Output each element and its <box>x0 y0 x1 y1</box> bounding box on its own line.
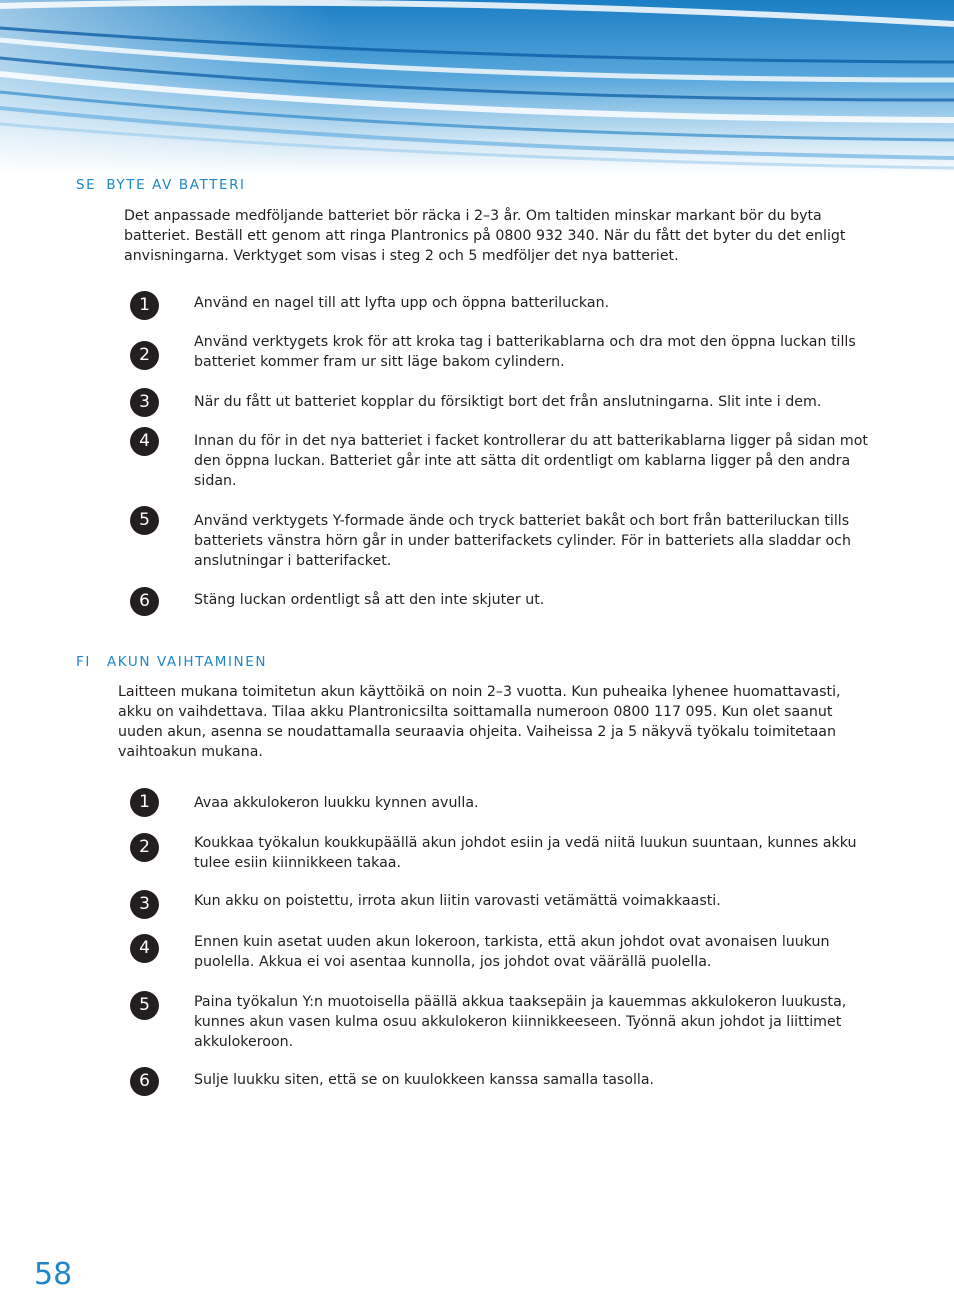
step-number-badge: 5 <box>130 506 159 535</box>
section-intro: Laitteen mukana toimitetun akun käyttöikä on noin 2–3 vuotta. Kun puheaika lyhenee huomattavasti, akku on vaihdettava. Tilaa akku Plantronicsilta soittamalla numeroon 0800 117 095. Kun olet saanut uuden akun, asenna se noudattamalla seuraavia ohjeita. Vaiheissa 2 ja 5 näkyvä työkalu toimitetaan vaihtoakun mukana. <box>118 684 841 760</box>
header-wave-banner <box>0 0 954 175</box>
step-text: När du fått ut batteriet kopplar du försiktigt bort det från anslutningarna. Slit inte i dem. <box>194 394 822 410</box>
step-text: Använd verktygets krok för att kroka tag i batterikablarna och dra mot den öppna luckan tills batteriet kommer fram ur sitt läge bakom cylindern. <box>194 334 856 370</box>
step-number-badge: 2 <box>130 833 159 862</box>
step-text: Stäng luckan ordentligt så att den inte skjuter ut. <box>194 592 545 608</box>
step-number-badge: 1 <box>130 291 159 320</box>
step-text: Innan du för in det nya batteriet i facket kontrollerar du att batterikablarna ligger på sidan mot den öppna luckan. Batteriet går inte att sätta dit ordentligt om kablarna ligger på den andra sidan. <box>194 433 868 489</box>
step-number-badge: 5 <box>130 991 159 1020</box>
section-heading-se <box>76 177 246 193</box>
step-text: Ennen kuin asetat uuden akun lokeroon, tarkista, että akun johdot ovat avonaisen luukun puolella. Akkua ei voi asentaa kunnolla, jos johdot ovat väärällä puolella. <box>194 934 830 970</box>
step-text: Koukkaa työkalun koukkupäällä akun johdot esiin ja vedä niitä luukun suuntaan, kunnes akku tulee esiin kiinnikkeen takaa. <box>194 835 857 871</box>
step-text: Använd verktygets Y-formade ände och tryck batteriet bakåt och bort från batteriluckan tills batteriets vänstra hörn går in under batterifackets cylinder. För in batteriets alla sladdar och anslutningar i batterifacket. <box>194 513 851 569</box>
section-title: BYTE AV BATTERI <box>106 177 246 193</box>
section-code: FI <box>76 654 91 670</box>
step-text: Kun akku on poistettu, irrota akun liitin varovasti vetämättä voimakkaasti. <box>194 893 721 909</box>
step-number-badge: 2 <box>130 341 159 370</box>
step-text: Använd en nagel till att lyfta upp och öppna batteriluckan. <box>194 295 610 311</box>
step-number-badge: 3 <box>130 388 159 417</box>
step-number-badge: 4 <box>130 427 159 456</box>
page-number: 58 <box>34 1257 73 1292</box>
step-text: Paina työkalun Y:n muotoisella päällä akkua taaksepäin ja kauemmas akkulokeron luukusta, kunnes akun vasen kulma osuu akkulokeron kiinnikkeeseen. Työnnä akun johdot ja liittimet akkulokeroon. <box>194 994 847 1050</box>
section-heading-fi <box>76 654 267 670</box>
step-number-badge: 3 <box>130 890 159 919</box>
step-number-badge: 4 <box>130 934 159 963</box>
step-number-badge: 1 <box>130 788 159 817</box>
section-title: AKUN VAIHTAMINEN <box>106 654 268 670</box>
step-text: Sulje luukku siten, että se on kuulokkeen kanssa samalla tasolla. <box>194 1072 655 1088</box>
step-text: Avaa akkulokeron luukku kynnen avulla. <box>194 795 479 811</box>
step-number-badge: 6 <box>130 1067 159 1096</box>
step-number-badge: 6 <box>130 587 159 616</box>
section-code: SE <box>76 177 97 193</box>
section-intro: Det anpassade medföljande batteriet bör räcka i 2–3 år. Om taltiden minskar markant bör du byta batteriet. Beställ ett genom att ringa Plantronics på 0800 932 340. När du fått det byter du det enligt anvisningarna. Verktyget som visas i steg 2 och 5 medföljer det nya batteriet. <box>124 208 846 264</box>
